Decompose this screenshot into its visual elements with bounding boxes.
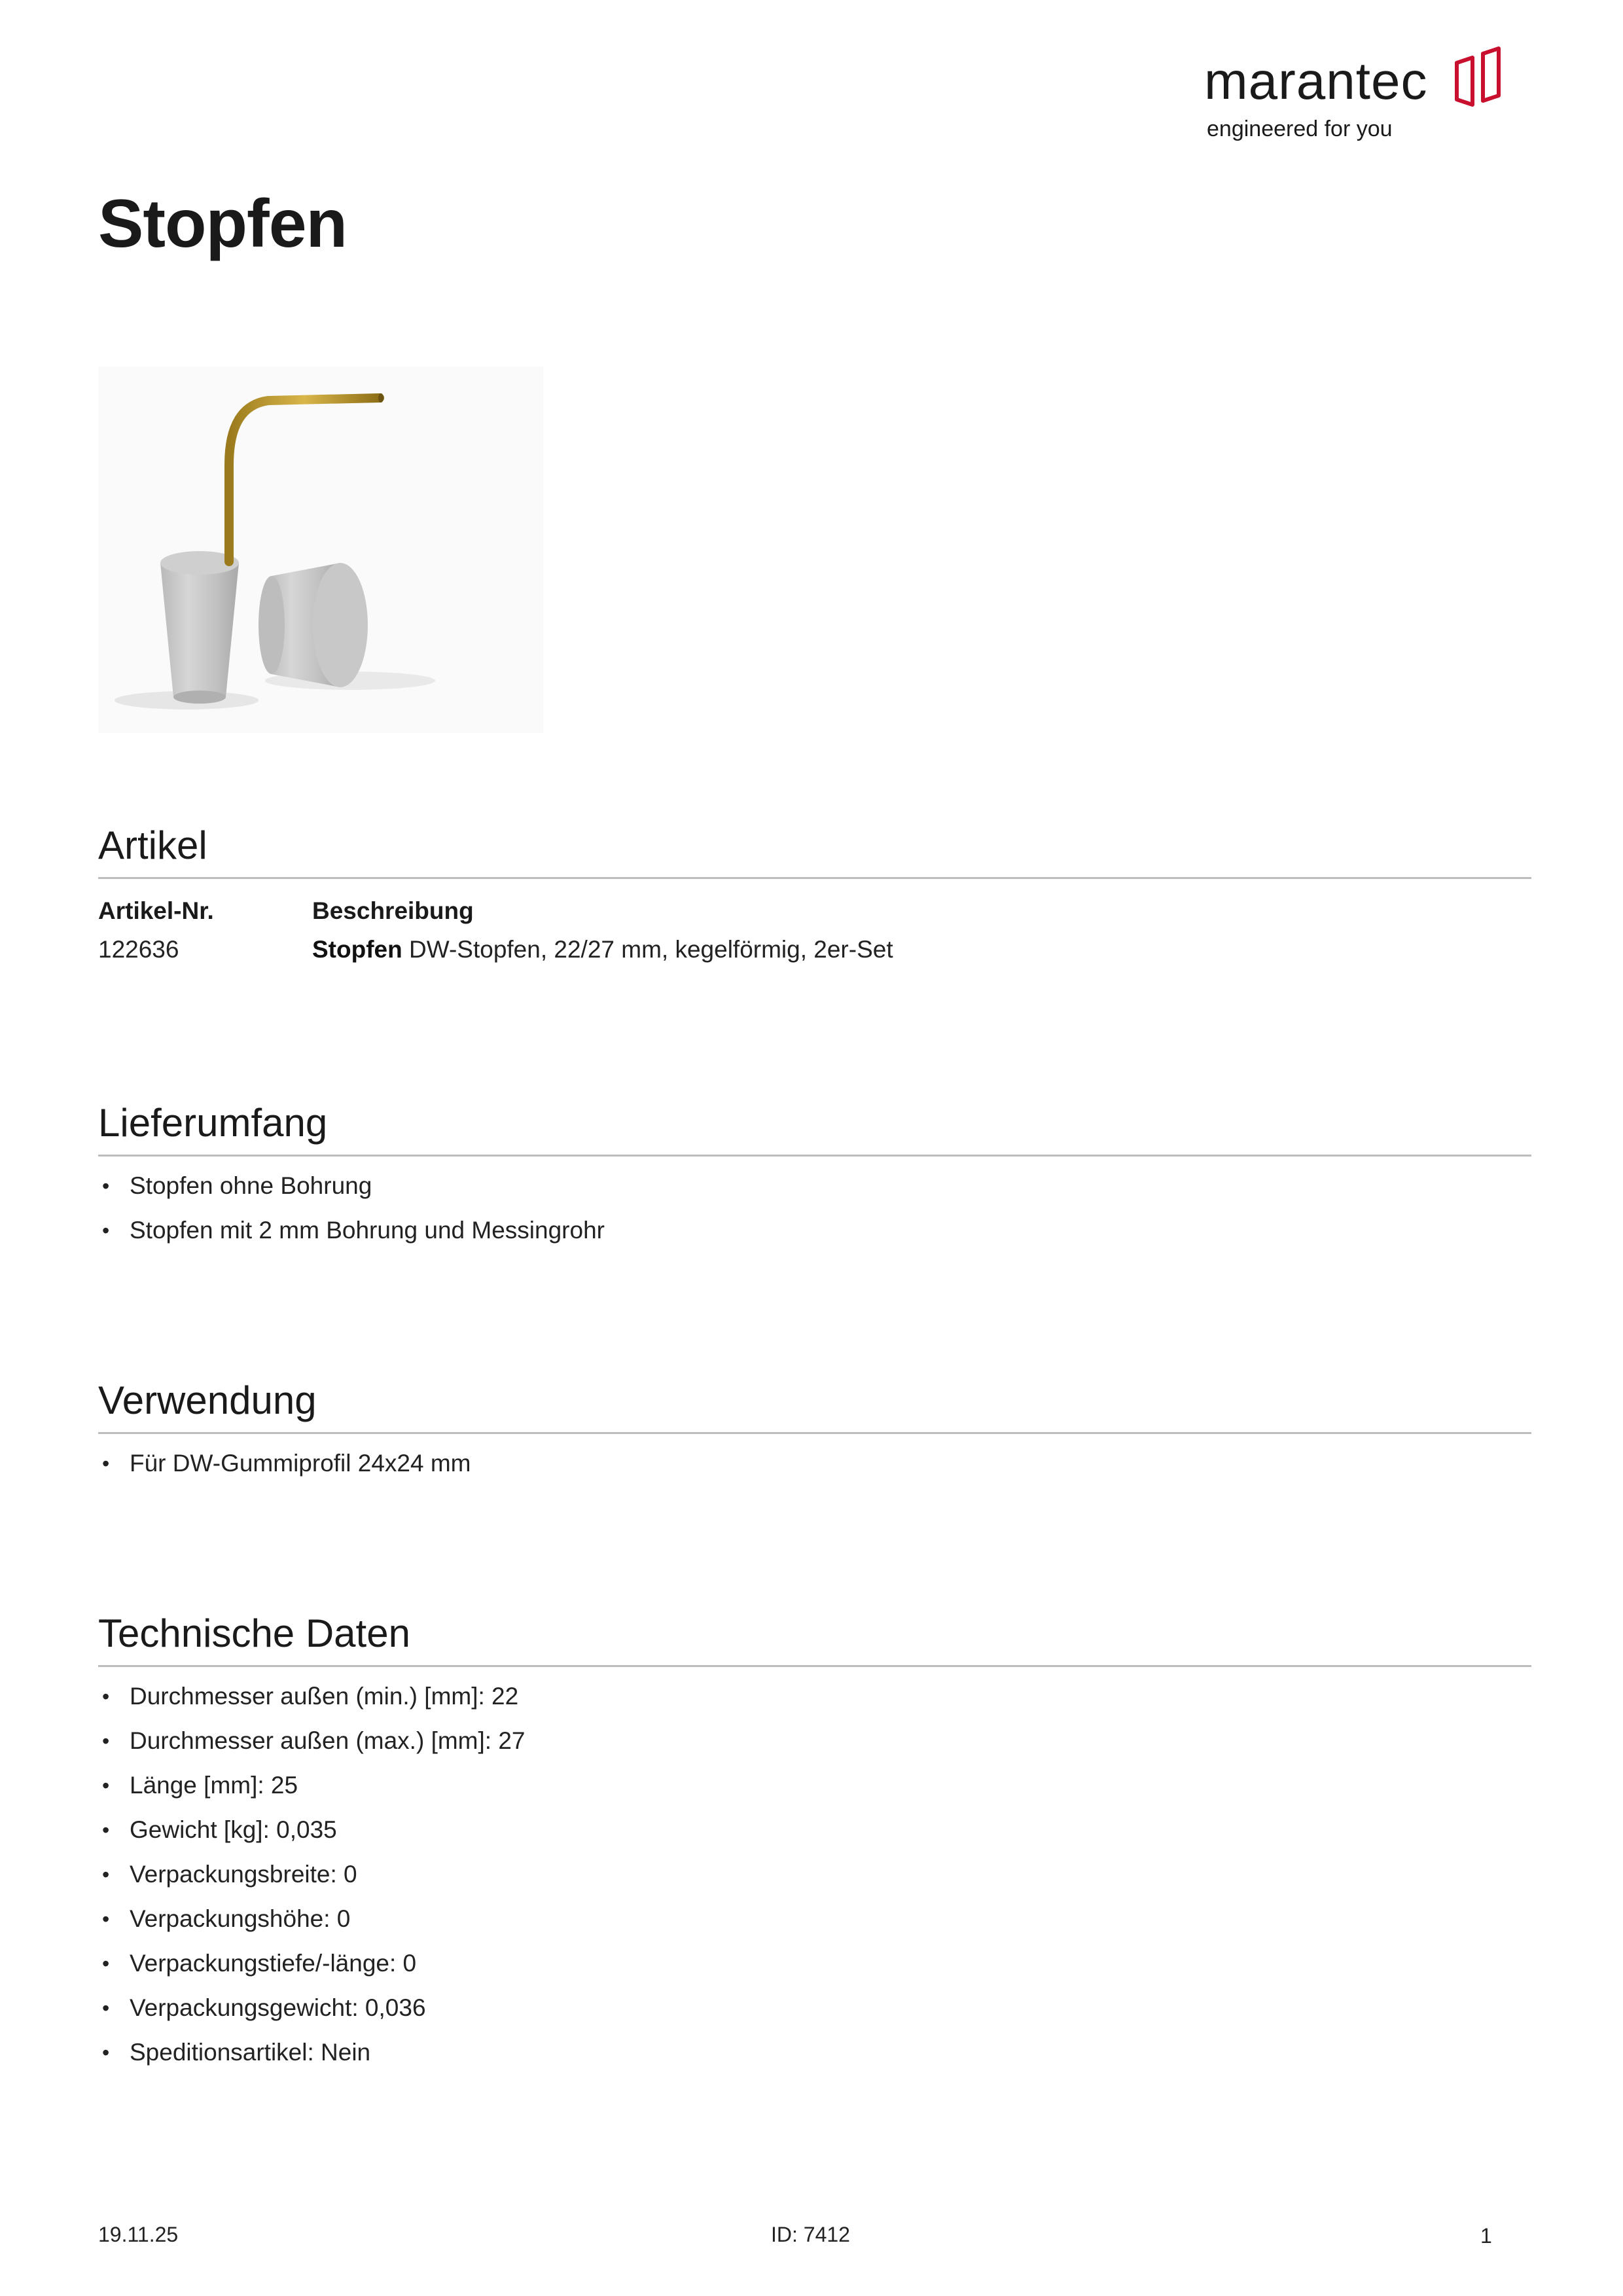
list-item: • Verpackungshöhe: 0 xyxy=(98,1897,525,1941)
list-item: • Verpackungsgewicht: 0,036 xyxy=(98,1986,525,2030)
logo-mark-icon xyxy=(1453,45,1505,110)
table-cell-artikel-nr: 122636 xyxy=(98,936,179,963)
table-cell-beschreibung xyxy=(312,937,893,961)
list-item: • Durchmesser außen (min.) [mm]: 22 xyxy=(98,1674,525,1719)
list-item: • Verpackungstiefe/-länge: 0 xyxy=(98,1941,525,1986)
brand-logo xyxy=(1204,42,1505,147)
section-heading-verwendung: Verwendung xyxy=(98,1378,317,1422)
list-item: • Speditionsartikel: Nein xyxy=(98,2030,525,2075)
section-divider xyxy=(98,1155,1531,1157)
footer-date: 19.11.25 xyxy=(98,2223,179,2246)
list-item: • Stopfen ohne Bohrung xyxy=(98,1164,605,1208)
product-description: DW-Stopfen, 22/27 mm, kegelförmig, 2er-Set xyxy=(408,936,893,963)
logo-tagline: engineered for you xyxy=(1207,117,1393,141)
list-item: • Länge [mm]: 25 xyxy=(98,1763,525,1808)
section-divider xyxy=(98,1665,1531,1667)
table-header-artikel-nr: Artikel-Nr. xyxy=(98,897,214,924)
table-header-beschreibung: Beschreibung xyxy=(312,897,474,924)
list-item: • Für DW-Gummiprofil 24x24 mm xyxy=(98,1441,471,1486)
section-divider xyxy=(98,877,1531,879)
section-heading-technische-daten: Technische Daten xyxy=(98,1611,410,1655)
list-item: • Stopfen mit 2 mm Bohrung und Messingrohr xyxy=(98,1208,605,1253)
product-name: Stopfen xyxy=(312,936,402,963)
list-item: • Gewicht [kg]: 0,035 xyxy=(98,1808,525,1852)
list-item: • Durchmesser außen (max.) [mm]: 27 xyxy=(98,1719,525,1763)
page-title: Stopfen xyxy=(98,186,348,262)
section-heading-artikel: Artikel xyxy=(98,823,207,867)
footer-id: ID: 7412 xyxy=(771,2223,850,2246)
list-item: • Verpackungsbreite: 0 xyxy=(98,1852,525,1897)
section-divider xyxy=(98,1432,1531,1434)
lieferumfang-list xyxy=(98,1164,605,1253)
product-image xyxy=(98,367,543,733)
section-heading-lieferumfang: Lieferumfang xyxy=(98,1101,328,1145)
rubber-stopper-with-brass-tube-image xyxy=(98,367,543,733)
logo-wordmark: marantec xyxy=(1204,52,1428,110)
footer-page-number: 1 xyxy=(1480,2224,1492,2248)
verwendung-list xyxy=(98,1441,471,1486)
technische-daten-list xyxy=(98,1674,525,2075)
